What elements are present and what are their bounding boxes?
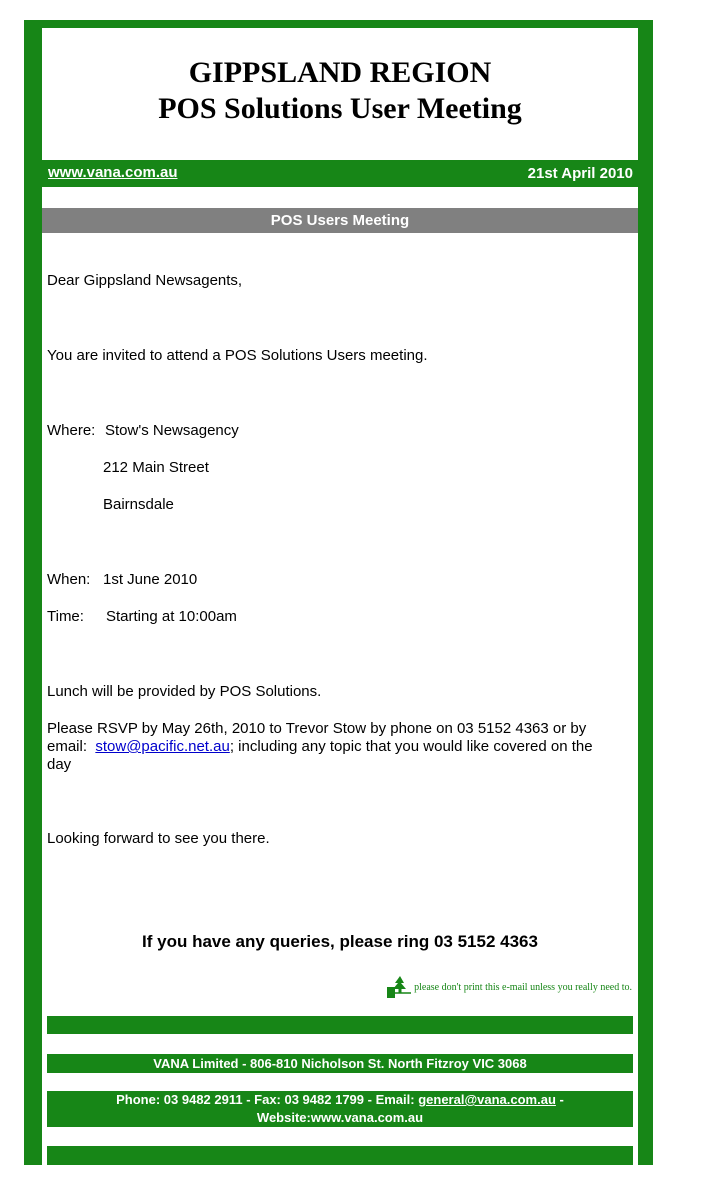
when-label: When:	[47, 571, 91, 588]
section-title: POS Users Meeting	[42, 208, 638, 233]
tree-icon	[386, 975, 412, 999]
footer-address: VANA Limited - 806-810 Nicholson St. North Fitzroy VIC 3068	[47, 1054, 633, 1073]
eco-note	[386, 975, 632, 999]
page-title: GIPPSLAND REGION	[188, 56, 492, 89]
date-label: 21st April 2010	[527, 165, 633, 182]
lunch-text: Lunch will be provided by POS Solutions.	[47, 683, 322, 700]
footer-bottom-bar	[47, 1146, 633, 1165]
queries-text: If you have any queries, please ring 03 5152 4363	[142, 932, 538, 951]
address-line-1: 212 Main Street	[103, 459, 209, 476]
rsvp-email-link[interactable]: stow@pacific.net.au	[95, 738, 230, 755]
time-value: Starting at 10:00am	[106, 608, 237, 625]
closing-text: Looking forward to see you there.	[47, 830, 270, 847]
footer-contact	[47, 1091, 633, 1127]
footer-email-link[interactable]: general@vana.com.au	[418, 1092, 556, 1107]
address-line-2: Bairnsdale	[103, 496, 174, 513]
where-value: Stow's Newsagency	[105, 422, 239, 439]
when-value: 1st June 2010	[103, 571, 198, 588]
time-label: Time:	[47, 608, 84, 625]
rsvp-suffix: ; including any topic that you would like covered on the day	[47, 738, 593, 773]
page-subtitle: POS Solutions User Meeting	[158, 92, 522, 125]
rsvp-prefix: Please RSVP by May 26th, 2010 to Trevor Stow by phone on 03 5152 4363 or by email:	[47, 720, 587, 755]
greeting-text: Dear Gippsland Newsagents,	[47, 272, 243, 289]
footer-website: Website:www.vana.com.au	[256, 1110, 424, 1125]
footer-dash: -	[559, 1092, 564, 1107]
where-label: Where:	[47, 422, 96, 439]
website-link[interactable]: www.vana.com.au	[48, 164, 178, 181]
header-bar	[42, 160, 638, 187]
footer-spacer-bar	[47, 1016, 633, 1034]
invite-text: You are invited to attend a POS Solutions Users meeting.	[47, 347, 428, 364]
rsvp-paragraph	[47, 720, 617, 774]
footer-contact-prefix: Phone: 03 9482 2911 - Fax: 03 9482 1799 - Email:	[116, 1092, 415, 1107]
eco-note-text: please don't print this e-mail unless you really need to.	[414, 981, 632, 993]
